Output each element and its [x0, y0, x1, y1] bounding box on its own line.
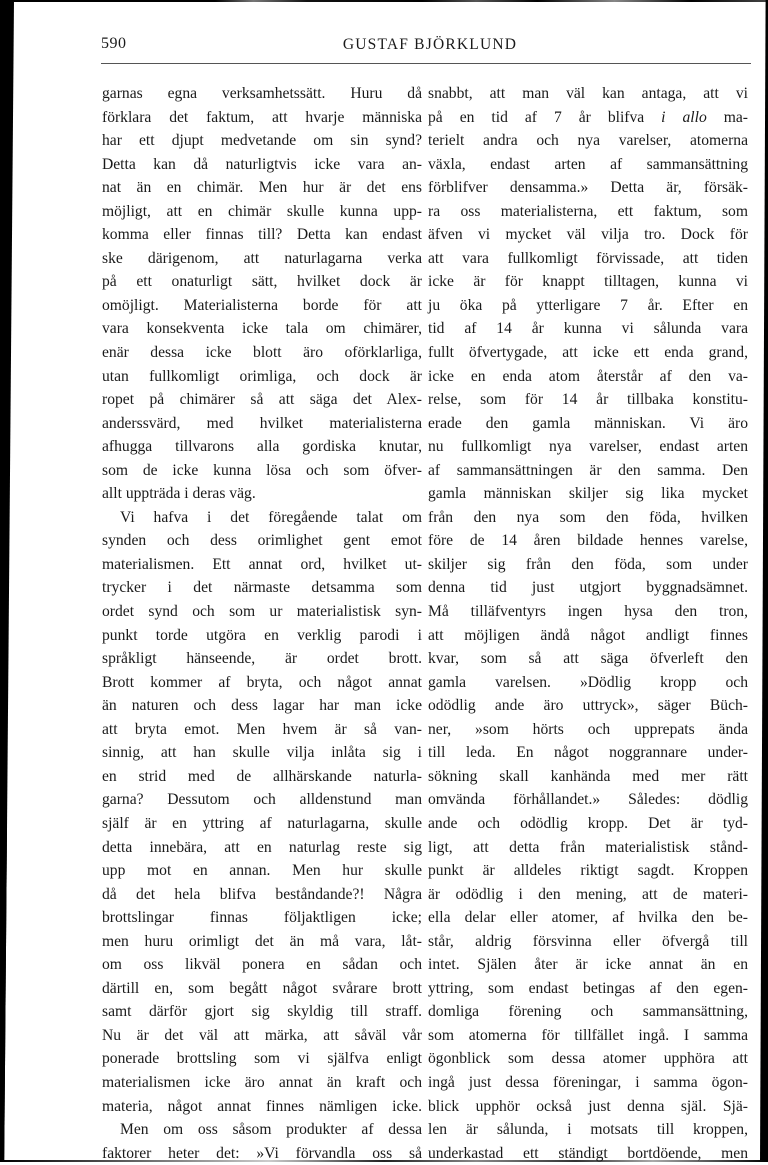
text-line: ra oss materialisterna, ett faktum, som — [428, 202, 748, 220]
text-line: Må tilläfventyrs ingen hysa den tron, — [428, 603, 748, 621]
text-line: nu fullkomligt nya varelser, endast arten — [428, 438, 748, 456]
text-line: garnas egna verksamhetssätt. Huru då — [102, 85, 422, 102]
text-line: gamla människan skiljer sig lika mycket — [428, 485, 748, 503]
text-line: Vi hafva i det föregående talat om — [120, 508, 422, 526]
text-line: icke är för knappt tilltagen, kunna vi — [428, 273, 748, 291]
text-line: att vara fullkomligt förvissade, att tiden — [428, 249, 748, 267]
text-line: själf är en yttring af naturlagarna, skulle — [102, 814, 422, 832]
text-line: erade den gamla människan. Vi äro — [428, 414, 748, 432]
text-line: sökning skall kanhända med mer rätt — [428, 767, 748, 785]
text-line: äfven vi mycket väl vilja tro. Dock för — [428, 226, 748, 244]
text-line: ögonblick som dessa atomer upphöra att — [428, 1050, 748, 1068]
text-line: att möjligen ändå något andligt finnes — [428, 626, 748, 644]
text-line: nat än en chimär. Men hur är det ens — [102, 179, 422, 197]
text-line: omöjligt. Materialisterna borde för att — [102, 296, 422, 314]
text-line: synden och dess orimlighet gent emot — [102, 532, 422, 550]
running-head — [101, 35, 751, 57]
text-segment: ma- — [706, 108, 748, 126]
text-line: men huru orimligt det än må vara, låt- — [102, 932, 422, 950]
text-line: har ett djupt medvetande om sin synd? — [102, 132, 422, 150]
text-line: materia, något annat finnes nämligen icke. — [102, 1097, 422, 1115]
header-rule — [101, 63, 751, 64]
text-line: förklara det faktum, att hvarje människa — [102, 108, 422, 126]
text-line: är odödlig i den mening, att de materi- — [428, 885, 748, 903]
text-line: trycker i det närmaste detsamma som — [102, 579, 422, 597]
text-line: till leda. En något noggrannare under- — [428, 744, 748, 762]
text-line: Nu är det väl att märka, att såväl vår — [102, 1026, 422, 1044]
left-column — [102, 82, 422, 1165]
text-line: Brott kommer af bryta, och något annat — [102, 673, 422, 691]
page-number: 590 — [101, 35, 127, 52]
italic-phrase: i allo — [661, 108, 707, 126]
text-line: kvar, som så att säga öfverleft den — [428, 650, 748, 668]
text-line: vara konsekventa icke tala om chimärer, — [102, 320, 422, 338]
text-line: yttring, som endast betingas af den egen- — [428, 979, 748, 997]
text-line: möjligt, att en chimär skulle kunna upp- — [102, 202, 422, 220]
text-line: samt därför gjort sig skyldig till straff. — [102, 1003, 422, 1021]
text-line: från den nya som den föda, hvilken — [428, 508, 748, 526]
text-line — [428, 106, 748, 130]
text-line: punkt torde utgöra en verklig parodi i — [102, 626, 422, 644]
text-line: sinnig, att han skulle vilja inlåta sig i — [102, 744, 422, 762]
text-line: blick upphör också just denna själ. Sjä- — [428, 1097, 748, 1115]
text-line: ordet synd och som ur materialistisk syn- — [102, 603, 422, 621]
right-column — [428, 82, 748, 1165]
text-line: ponerade brottsling som vi själfva enligt — [102, 1050, 422, 1068]
text-line: odödlig ande äro uttryck», säger Büch- — [428, 697, 748, 715]
text-line: ner, »som hörts och upprepats ända — [428, 720, 748, 738]
text-line: afhugga tillvarons alla gordiska knutar, — [102, 438, 422, 456]
text-line: Men om oss såsom produkter af dessa — [120, 1121, 422, 1139]
text-line: denna tid just utgjort byggnadsämnet. — [428, 579, 748, 597]
text-line: en strid med de allhärskande naturla- — [102, 767, 422, 785]
text-line: därtill en, som begått något svårare brott — [102, 979, 422, 997]
text-line: icke en enda atom återstår af den va- — [428, 367, 748, 385]
text-line: anderssvärd, med hvilket materialisterna — [102, 414, 422, 432]
text-line: relse, som för 14 år tillbaka konstitu- — [428, 391, 748, 409]
text-line: Detta kan då naturligtvis icke vara an- — [102, 155, 422, 173]
text-line: intet. Själen åter är icke annat än en — [428, 956, 748, 974]
text-line: tid af 14 år kunna vi sålunda vara — [428, 320, 748, 338]
text-line: gamla varelsen. »Dödlig kropp och — [428, 673, 748, 691]
text-line: garna? Dessutom och alldenstund man — [102, 791, 422, 809]
text-line: fullt öfvertygade, att icke ett enda grand, — [428, 344, 748, 362]
text-line: terielt andra och nya varelser, atomerna — [428, 132, 748, 150]
text-line: komma eller finnas till? Detta kan endast — [102, 226, 422, 244]
text-line: om oss likväl ponera en sådan och — [102, 956, 422, 974]
text-line: af sammansättningen är den samma. Den — [428, 461, 748, 479]
text-line: omvända förhållandet.» Således: dödlig — [428, 791, 748, 809]
text-line: enär dessa icke blott äro oförklarliga, — [102, 344, 422, 362]
text-line: ju öka på ytterligare 7 år. Efter en — [428, 296, 748, 314]
text-line: punkt är alldeles riktigt sagdt. Kroppen — [428, 862, 748, 880]
text-line: att bryta emot. Men hvem är så van- — [102, 720, 422, 738]
text-line: än naturen och dess lagar har man icke — [102, 697, 422, 715]
text-line: domliga förening och sammansättning, — [428, 1003, 748, 1021]
text-segment: på en tid af 7 år blifva — [428, 108, 662, 126]
text-line: språkligt hänseende, är ordet brott. — [102, 650, 422, 668]
text-line: ella delar eller atomer, af hvilka den be- — [428, 909, 748, 927]
running-title: GUSTAF BJÖRKLUND — [342, 36, 518, 53]
text-line: ropet på chimärer så att säga det Alex- — [102, 391, 422, 409]
text-line: materialismen icke äro annat än kraft och — [102, 1073, 422, 1091]
text-line: skiljer sig från den föda, som under — [428, 555, 748, 573]
text-line: snabbt, att man väl kan antaga, att vi — [428, 85, 748, 102]
text-line: som de icke kunna lösa och som öfver- — [102, 461, 422, 479]
text-line: före de 14 åren bildade hennes varelse, — [428, 532, 748, 550]
text-line: på ett onaturligt sätt, hvilket dock är — [102, 273, 422, 291]
text-line: faktorer heter det: »Vi förvandla oss så — [102, 1144, 422, 1162]
text-line: brottslingar finnas följaktligen icke; — [102, 909, 422, 927]
text-line: allt uppträda i deras väg. — [102, 485, 256, 503]
text-line: står, aldrig försvinna eller öfvergå till — [428, 932, 748, 950]
text-line: len är sålunda, i motsats till kroppen, — [428, 1121, 748, 1139]
text-line: då det hela blifva beståndande?! Några — [102, 885, 422, 903]
text-line: ingå just dessa föreningar, i samma ögon- — [428, 1073, 748, 1091]
text-line: ande och odödlig kropp. Det är tyd- — [428, 814, 748, 832]
text-line: växla, endast arten af sammansättning — [428, 155, 748, 173]
text-line: underkastad ett ständigt bortdöende, men — [428, 1144, 748, 1162]
text-line: som atomerna för tillfället ingå. I samma — [428, 1026, 748, 1044]
text-line: upp mot en annan. Men hur skulle — [102, 862, 422, 880]
text-line: ske därigenom, att naturlagarna verka — [102, 249, 422, 267]
text-line: detta innebära, att en naturlag reste sig — [102, 838, 422, 856]
text-line: ligt, att detta från materialistisk stånd- — [428, 838, 748, 856]
text-line: utan fullkomligt orimliga, och dock är — [102, 367, 422, 385]
text-line: förblifver densamma.» Detta är, försäk- — [428, 179, 748, 197]
text-line: materialismen. Ett annat ord, hvilket ut- — [102, 555, 422, 573]
